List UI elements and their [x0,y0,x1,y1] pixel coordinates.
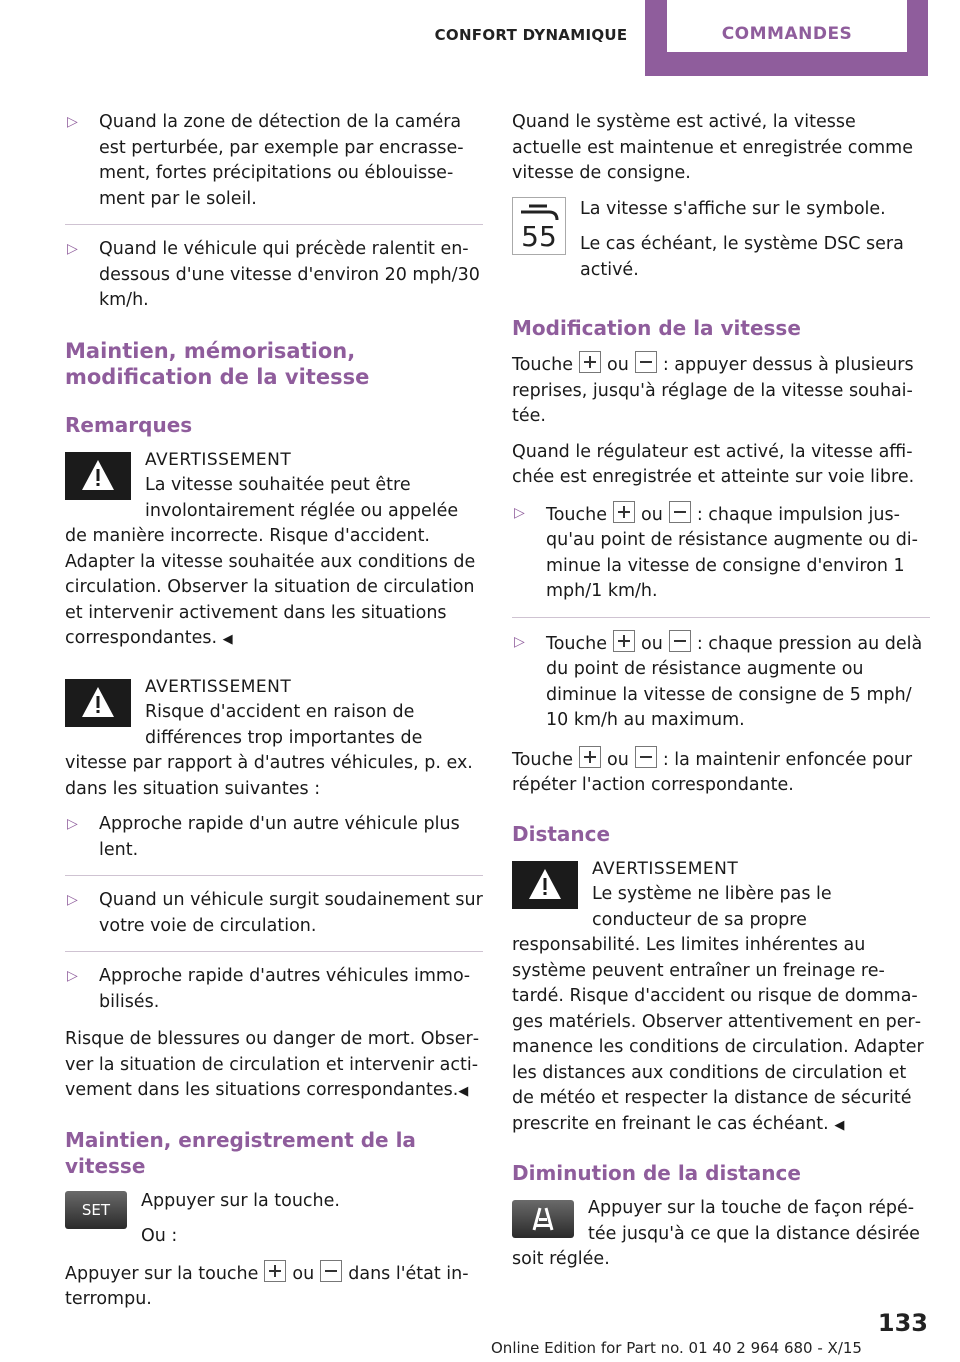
speed-value: 55 [521,219,557,253]
paragraph: Quand le régulateur est activé, la vitesse affichée est enregistrée et atteinte sur voie libre. [512,441,915,487]
set-instruction [65,1189,483,1260]
divider [65,875,483,876]
bullet-triangle-icon: ▷ [67,816,78,832]
subsection-heading: Remarques [65,412,193,437]
right-column [512,110,930,1283]
paragraph: La vitesse s'affiche sur le symbole. [580,198,886,219]
warning-block [65,675,483,803]
plus-key-icon [264,1260,286,1282]
bullet-triangle-icon: ▷ [67,892,78,908]
paragraph: Le cas échéant, le système DSC sera activé. [580,234,904,280]
paragraph: Ou : [141,1226,178,1246]
set-button-icon: SET [65,1191,127,1229]
paragraph: Appuyer sur la touche ou dans l'état interrompu. [65,1260,483,1313]
list-item: ▷ Quand un véhicule surgit soudainement sur votre voie de circulation. [67,890,483,936]
bullet-triangle-icon: ▷ [67,241,78,257]
end-marker: ◀ [458,1084,469,1099]
plus-key-icon [613,501,635,523]
paragraph: Touche ou : la maintenir enfoncée pour répéter l'action correspondante. [512,746,930,799]
list-item: ▷ Touche ou : chaque impulsion jusqu'au point de résistance augmente ou diminue la vitesse de consigne d'environ 1 mph/1 km/h. [512,501,930,605]
bullet-triangle-icon: ▷ [67,114,78,130]
divider [65,224,483,225]
minus-key-icon [320,1260,342,1282]
left-column [65,110,483,1323]
warning-text: Risque d'accident en raison de différences trop importantes de vitesse par rapport à d'autres véhicules, p. ex. dans les situation suivantes : [65,702,473,799]
distance-instruction [512,1196,930,1273]
warning-block [65,448,483,653]
chapter-title: COMMANDES [667,0,907,52]
page-number: 133 [877,1309,928,1337]
subsection-heading: Modification de la vitesse [512,316,801,340]
divider [512,617,930,618]
paragraph: Quand le système est activé, la vitesse actuelle est maintenue et enregistrée comme vitesse de consigne. [512,112,913,183]
warning-text: La vitesse souhaitée peut être involontairement réglée ou appelée de manière incorrecte. Risque d'accident. Adapter la vitesse souhaitée aux conditions de circulation. Observer la situation de circulation et intervenir activement dans les situations correspondantes. [65,475,476,648]
warning-triangle-icon [512,861,578,909]
list-item: ▷ Quand le véhicule qui précède ralentit en-dessous d'une vitesse d'environ 20 mph/30 km/h. [67,239,480,310]
subsection-heading: Diminution de la distance [512,1161,801,1185]
warning-block [512,857,930,1139]
paragraph: Touche ou : appuyer dessus à plusieurs reprises, jusqu'à réglage de la vitesse souhaitée. [512,351,930,430]
paragraph: Appuyer sur la touche de façon répétée jusqu'à ce que la distance désirée soit réglée. [512,1198,920,1269]
subsection-heading: Distance [512,821,611,846]
warning-title: AVERTISSEMENT [145,676,292,697]
minus-key-icon [669,630,691,652]
distance-button-icon [512,1200,574,1238]
warning-conclusion: Risque de blessures ou danger de mort. Observer la situation de circulation et intervenir activement dans les situations correspondantes.◀ [65,1029,480,1100]
footer-edition: Online Edition for Part no. 01 40 2 964 680 - X/15 [491,1339,862,1357]
minus-key-icon [635,746,657,768]
warning-triangle-icon [65,452,131,500]
bullet-triangle-icon: ▷ [67,968,78,984]
list-item: ▷ Approche rapide d'un autre véhicule plus lent. [67,814,460,860]
minus-key-icon [635,351,657,373]
warning-triangle-icon [65,679,131,727]
section-heading: Maintien, mémorisation, modification de la vitesse [65,338,370,389]
end-marker: ◀ [222,632,233,647]
plus-key-icon [579,351,601,373]
plus-key-icon [579,746,601,768]
warning-title: AVERTISSEMENT [145,449,292,470]
speed-symbol-icon [512,197,566,255]
bullet-triangle-icon: ▷ [514,504,525,521]
speed-symbol-block [512,197,930,294]
divider [65,951,483,952]
end-marker: ◀ [834,1117,845,1133]
warning-title: AVERTISSEMENT [592,858,739,879]
chapter-tab [645,0,928,76]
paragraph: Appuyer sur la touche. [141,1190,340,1211]
bullet-triangle-icon: ▷ [514,633,525,650]
list-item: ▷ Approche rapide d'autres véhicules immobilisés. [67,966,471,1012]
subsection-heading: Maintien, enregistrement de la vitesse [65,1127,416,1178]
list-item: ▷ Quand la zone de détection de la caméra est perturbée, par exemple par encrassement, fortes précipitations ou éblouissement par le soleil. [67,112,464,209]
plus-key-icon [613,630,635,652]
list-item: ▷ Touche ou : chaque pression au delà du point de résistance augmente ou diminue la vitesse de consigne de 5 mph/ 10 km/h au maximum. [512,630,930,734]
minus-key-icon [669,501,691,523]
warning-text: Le système ne libère pas le conducteur de sa propre responsabilité. Les limites inhérentes au système peuvent entraîner un freinage retardé. Risque d'accident ou risque de dommages matériels. Observer attentivement en permanence les conditions de circulation. Adapter les distances aux conditions de circulation et de météo et respecter la distance de sécurité prescrite en freinant le cas échéant. [512,884,924,1134]
header-section: CONFORT DYNAMIQUE [434,26,628,44]
